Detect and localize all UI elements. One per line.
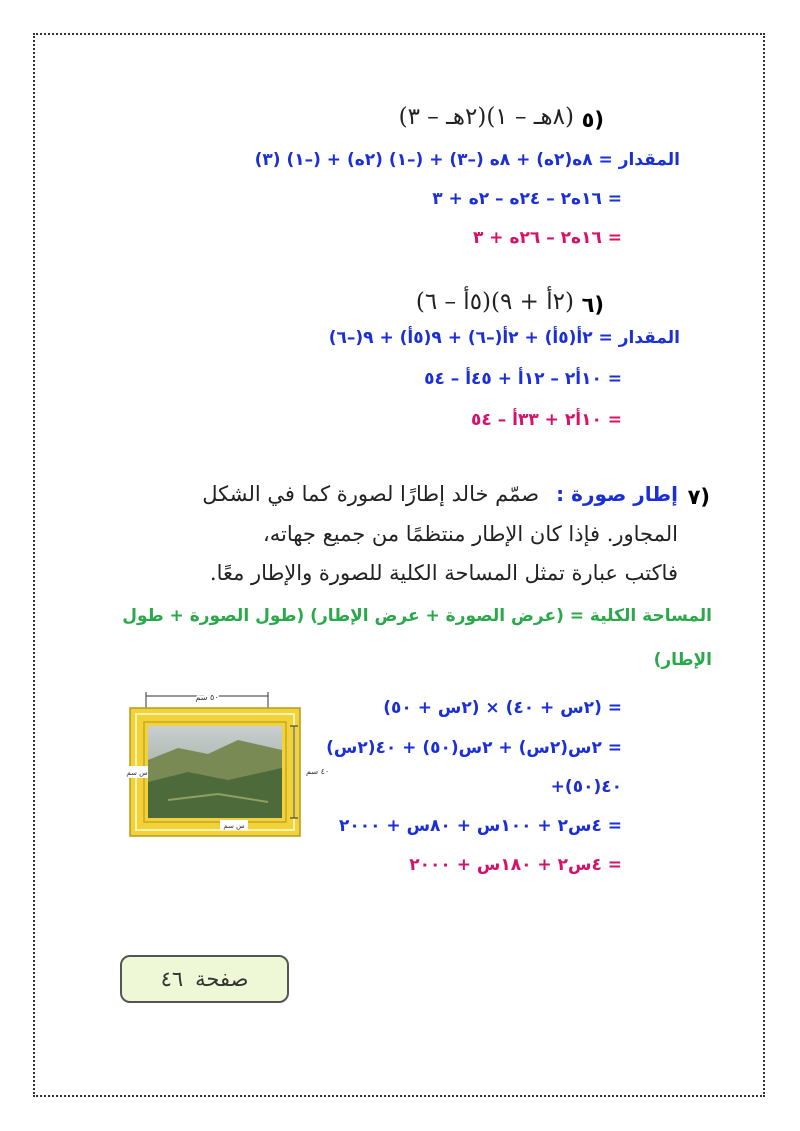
problem-7-text-1: صمّم خالد إطارًا لصورة كما في الشكل: [202, 482, 540, 506]
width-label: ٥٠ سم: [195, 693, 219, 702]
side-label: س سم: [126, 769, 148, 777]
problem-5-step-2: = ١٦ه٢ – ٢٤ه – ٢ه + ٣: [432, 189, 622, 209]
problem-7-text-2: المجاور. فإذا كان الإطار منتظمًا من جميع جهاته،: [262, 522, 678, 546]
framed-picture-figure: [108, 690, 333, 850]
page-number: ٤٦: [160, 967, 184, 991]
problem-5-step-3: = ١٦ه٢ – ٢٦ه + ٣: [473, 228, 622, 248]
problem-7-step-1: = (٢س + ٤٠) × (٢س + ٥٠): [383, 698, 622, 718]
problem-7-step-4: = ٤س٢ + ١٠٠س + ٨٠س + ٢٠٠٠: [338, 816, 622, 836]
problem-5-number: ٥): [581, 108, 604, 132]
problem-7-step-3: +٤٠(٥٠): [550, 777, 622, 797]
bottom-label: س سم: [223, 822, 245, 830]
problem-6-expression: (٢أ + ٩)(٥أ – ٦): [415, 289, 574, 315]
problem-5-expression: (٨هـ – ١)(٢هـ – ٣): [398, 104, 574, 130]
problem-6-step-3: = ١٠أ٢ + ٣٣أ – ٥٤: [471, 410, 622, 430]
landscape-photo: [148, 726, 282, 818]
problem-7-answer-line-1: المساحة الكلية = (عرض الصورة + عرض الإطار) (طول الصورة + طول: [122, 606, 712, 626]
page-number-label: [120, 955, 289, 1003]
problem-7-number: ٧): [687, 485, 710, 509]
height-label: ٤٠ سم: [306, 767, 330, 776]
problem-6-number: ٦): [581, 293, 604, 317]
problem-6-step-2: = ١٠أ٢ – ١٢أ + ٤٥أ – ٥٤: [424, 369, 622, 389]
problem-7-step-2: = ٢س(٢س) + ٢س(٥٠) + ٤٠(٢س): [326, 738, 622, 758]
problem-6-step-1: المقدار = ٢أ(٥أ) + ٢أ(–٦) + ٩(٥أ) + ٩(–٦): [328, 328, 680, 348]
problem-7-question-line-1: [202, 482, 678, 506]
problem-7-topic: إطار صورة :: [556, 482, 678, 506]
problem-5-step-1: المقدار = ٨ه(٢ه) + ٨ه (–٣) + (–١) (٢ه) + (–١) (٣): [254, 150, 680, 170]
problem-7-step-5: = ٤س٢ + ١٨٠س + ٢٠٠٠: [409, 855, 622, 875]
problem-7-answer-line-2: الإطار): [653, 650, 712, 670]
page-word: صفحة: [195, 967, 249, 991]
problem-7-text-3: فاكتب عبارة تمثل المساحة الكلية للصورة والإطار معًا.: [209, 561, 678, 585]
